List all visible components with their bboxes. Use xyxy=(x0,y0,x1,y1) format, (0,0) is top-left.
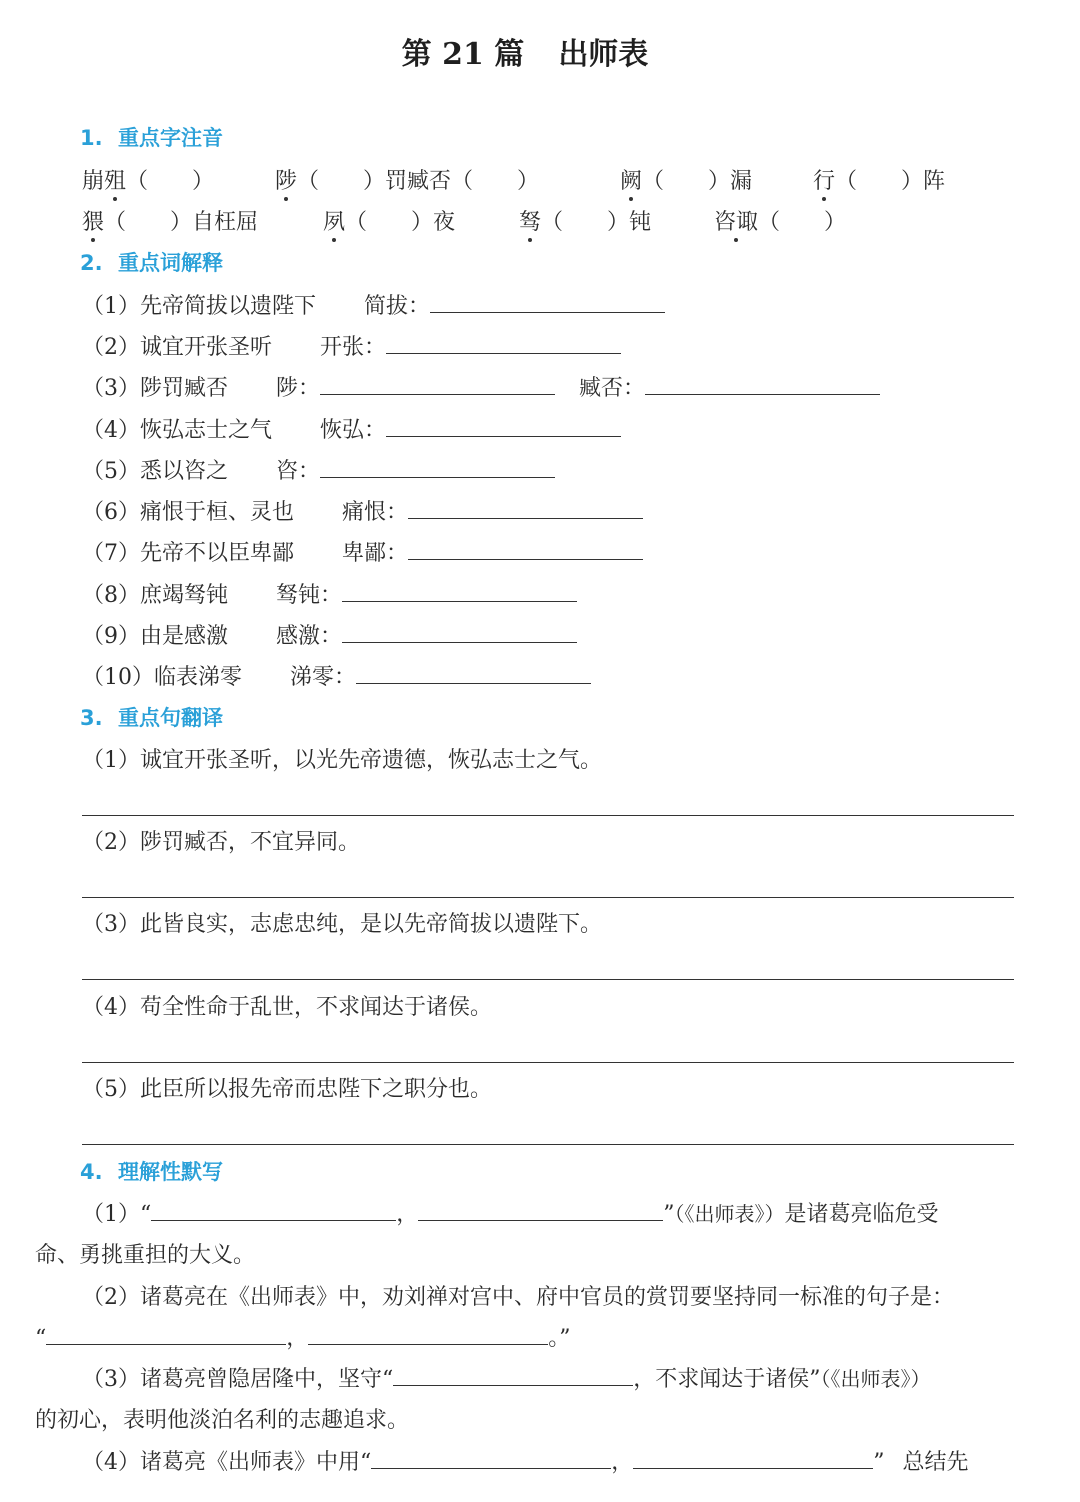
answer-blank[interactable] xyxy=(393,1384,633,1386)
section-1-heading: 1. 重点字注音 xyxy=(80,126,223,150)
vocab-item: （2）诚宜开张圣听 开张： xyxy=(82,337,621,359)
answer-line[interactable] xyxy=(82,979,1014,980)
answer-blank[interactable] xyxy=(46,1343,286,1345)
dictation-q1: （1）“ ， ”（《出师表》）是诸葛亮临危受 xyxy=(82,1202,939,1227)
answer-blank[interactable] xyxy=(418,1219,663,1221)
translation-item: （3）此皆良实，志虑忠纯，是以先帝简拔以遗陛下。 xyxy=(82,912,602,937)
vocab-item: （4）恢弘志士之气 恢弘： xyxy=(82,420,621,442)
vocab-item: （3）陟罚臧否 陟： 臧否： xyxy=(82,378,880,400)
pinyin-item: 猥（ ）自枉屈 xyxy=(82,210,259,235)
pinyin-item: 行（ ）阵 xyxy=(813,169,946,194)
answer-blank[interactable] xyxy=(645,393,880,395)
answer-line[interactable] xyxy=(82,1062,1014,1063)
answer-blank[interactable] xyxy=(430,311,665,313)
answer-blank[interactable] xyxy=(342,600,577,602)
answer-blank[interactable] xyxy=(151,1219,396,1221)
title-text: 出师表 xyxy=(558,37,649,72)
section-2-heading: 2. 重点词解释 xyxy=(80,251,223,275)
answer-blank[interactable] xyxy=(386,352,621,354)
answer-blank[interactable] xyxy=(320,476,555,478)
answer-line[interactable] xyxy=(82,815,1014,816)
pinyin-item: 阙（ ）漏 xyxy=(620,169,753,194)
translation-item: （1）诚宜开张圣听，以光先帝遗德，恢弘志士之气。 xyxy=(82,748,602,773)
vocab-item: （8）庶竭驽钝 驽钝： xyxy=(82,585,577,607)
pinyin-item: 陟（ ）罚臧否（ ） xyxy=(275,169,540,194)
pinyin-item: 崩殂（ ） xyxy=(82,169,215,194)
vocab-item: （10）临表涕零 涕零： xyxy=(82,667,591,689)
translation-item: （4）苟全性命于乱世，不求闻达于诸侯。 xyxy=(82,995,492,1020)
dictation-q3: （3）诸葛亮曾隐居隆中，坚守“ ，不求闻达于诸侯”（《出师表》） xyxy=(82,1367,931,1392)
pinyin-item: 咨诹（ ） xyxy=(714,210,847,235)
page-title xyxy=(0,37,1050,72)
translation-item: （5）此臣所以报先帝而忠陛下之职分也。 xyxy=(82,1077,492,1102)
section-4-heading: 4. 理解性默写 xyxy=(80,1160,223,1184)
answer-blank[interactable] xyxy=(308,1343,548,1345)
vocab-item: （6）痛恨于桓、灵也 痛恨： xyxy=(82,502,643,524)
answer-blank[interactable] xyxy=(633,1467,873,1469)
title-chapter: 第 21 篇 xyxy=(401,37,525,72)
vocab-item: （7）先帝不以臣卑鄙 卑鄙： xyxy=(82,543,643,565)
dictation-q1-cont: 命、勇挑重担的大义。 xyxy=(35,1243,256,1268)
section-3-heading: 3. 重点句翻译 xyxy=(80,706,223,730)
answer-blank[interactable] xyxy=(320,393,555,395)
translation-item: （2）陟罚臧否，不宜异同。 xyxy=(82,830,360,855)
answer-blank[interactable] xyxy=(371,1467,611,1469)
pinyin-item: 驽（ ）钝 xyxy=(519,210,652,235)
answer-line[interactable] xyxy=(82,897,1014,898)
pinyin-row-1 xyxy=(82,171,214,193)
dictation-q4: （4）诸葛亮《出师表》中用“ ， ” 总结先 xyxy=(82,1450,969,1475)
dictation-q2-cont: “ ， 。” xyxy=(35,1326,571,1351)
vocab-item: （5）悉以咨之 咨： xyxy=(82,461,555,483)
answer-blank[interactable] xyxy=(408,517,643,519)
answer-blank[interactable] xyxy=(408,558,643,560)
answer-blank[interactable] xyxy=(356,682,591,684)
vocab-item: （1）先帝简拔以遗陛下 简拔： xyxy=(82,296,665,318)
answer-blank[interactable] xyxy=(386,435,621,437)
vocab-item: （9）由是感激 感激： xyxy=(82,626,577,648)
pinyin-item: 夙（ ）夜 xyxy=(323,210,456,235)
answer-line[interactable] xyxy=(82,1144,1014,1145)
dictation-q2: （2）诸葛亮在《出师表》中，劝刘禅对宫中、府中官员的赏罚要坚持同一标准的句子是： xyxy=(82,1285,955,1310)
answer-blank[interactable] xyxy=(342,641,577,643)
dictation-q3-cont: 的初心，表明他淡泊名利的志趣追求。 xyxy=(35,1408,410,1433)
